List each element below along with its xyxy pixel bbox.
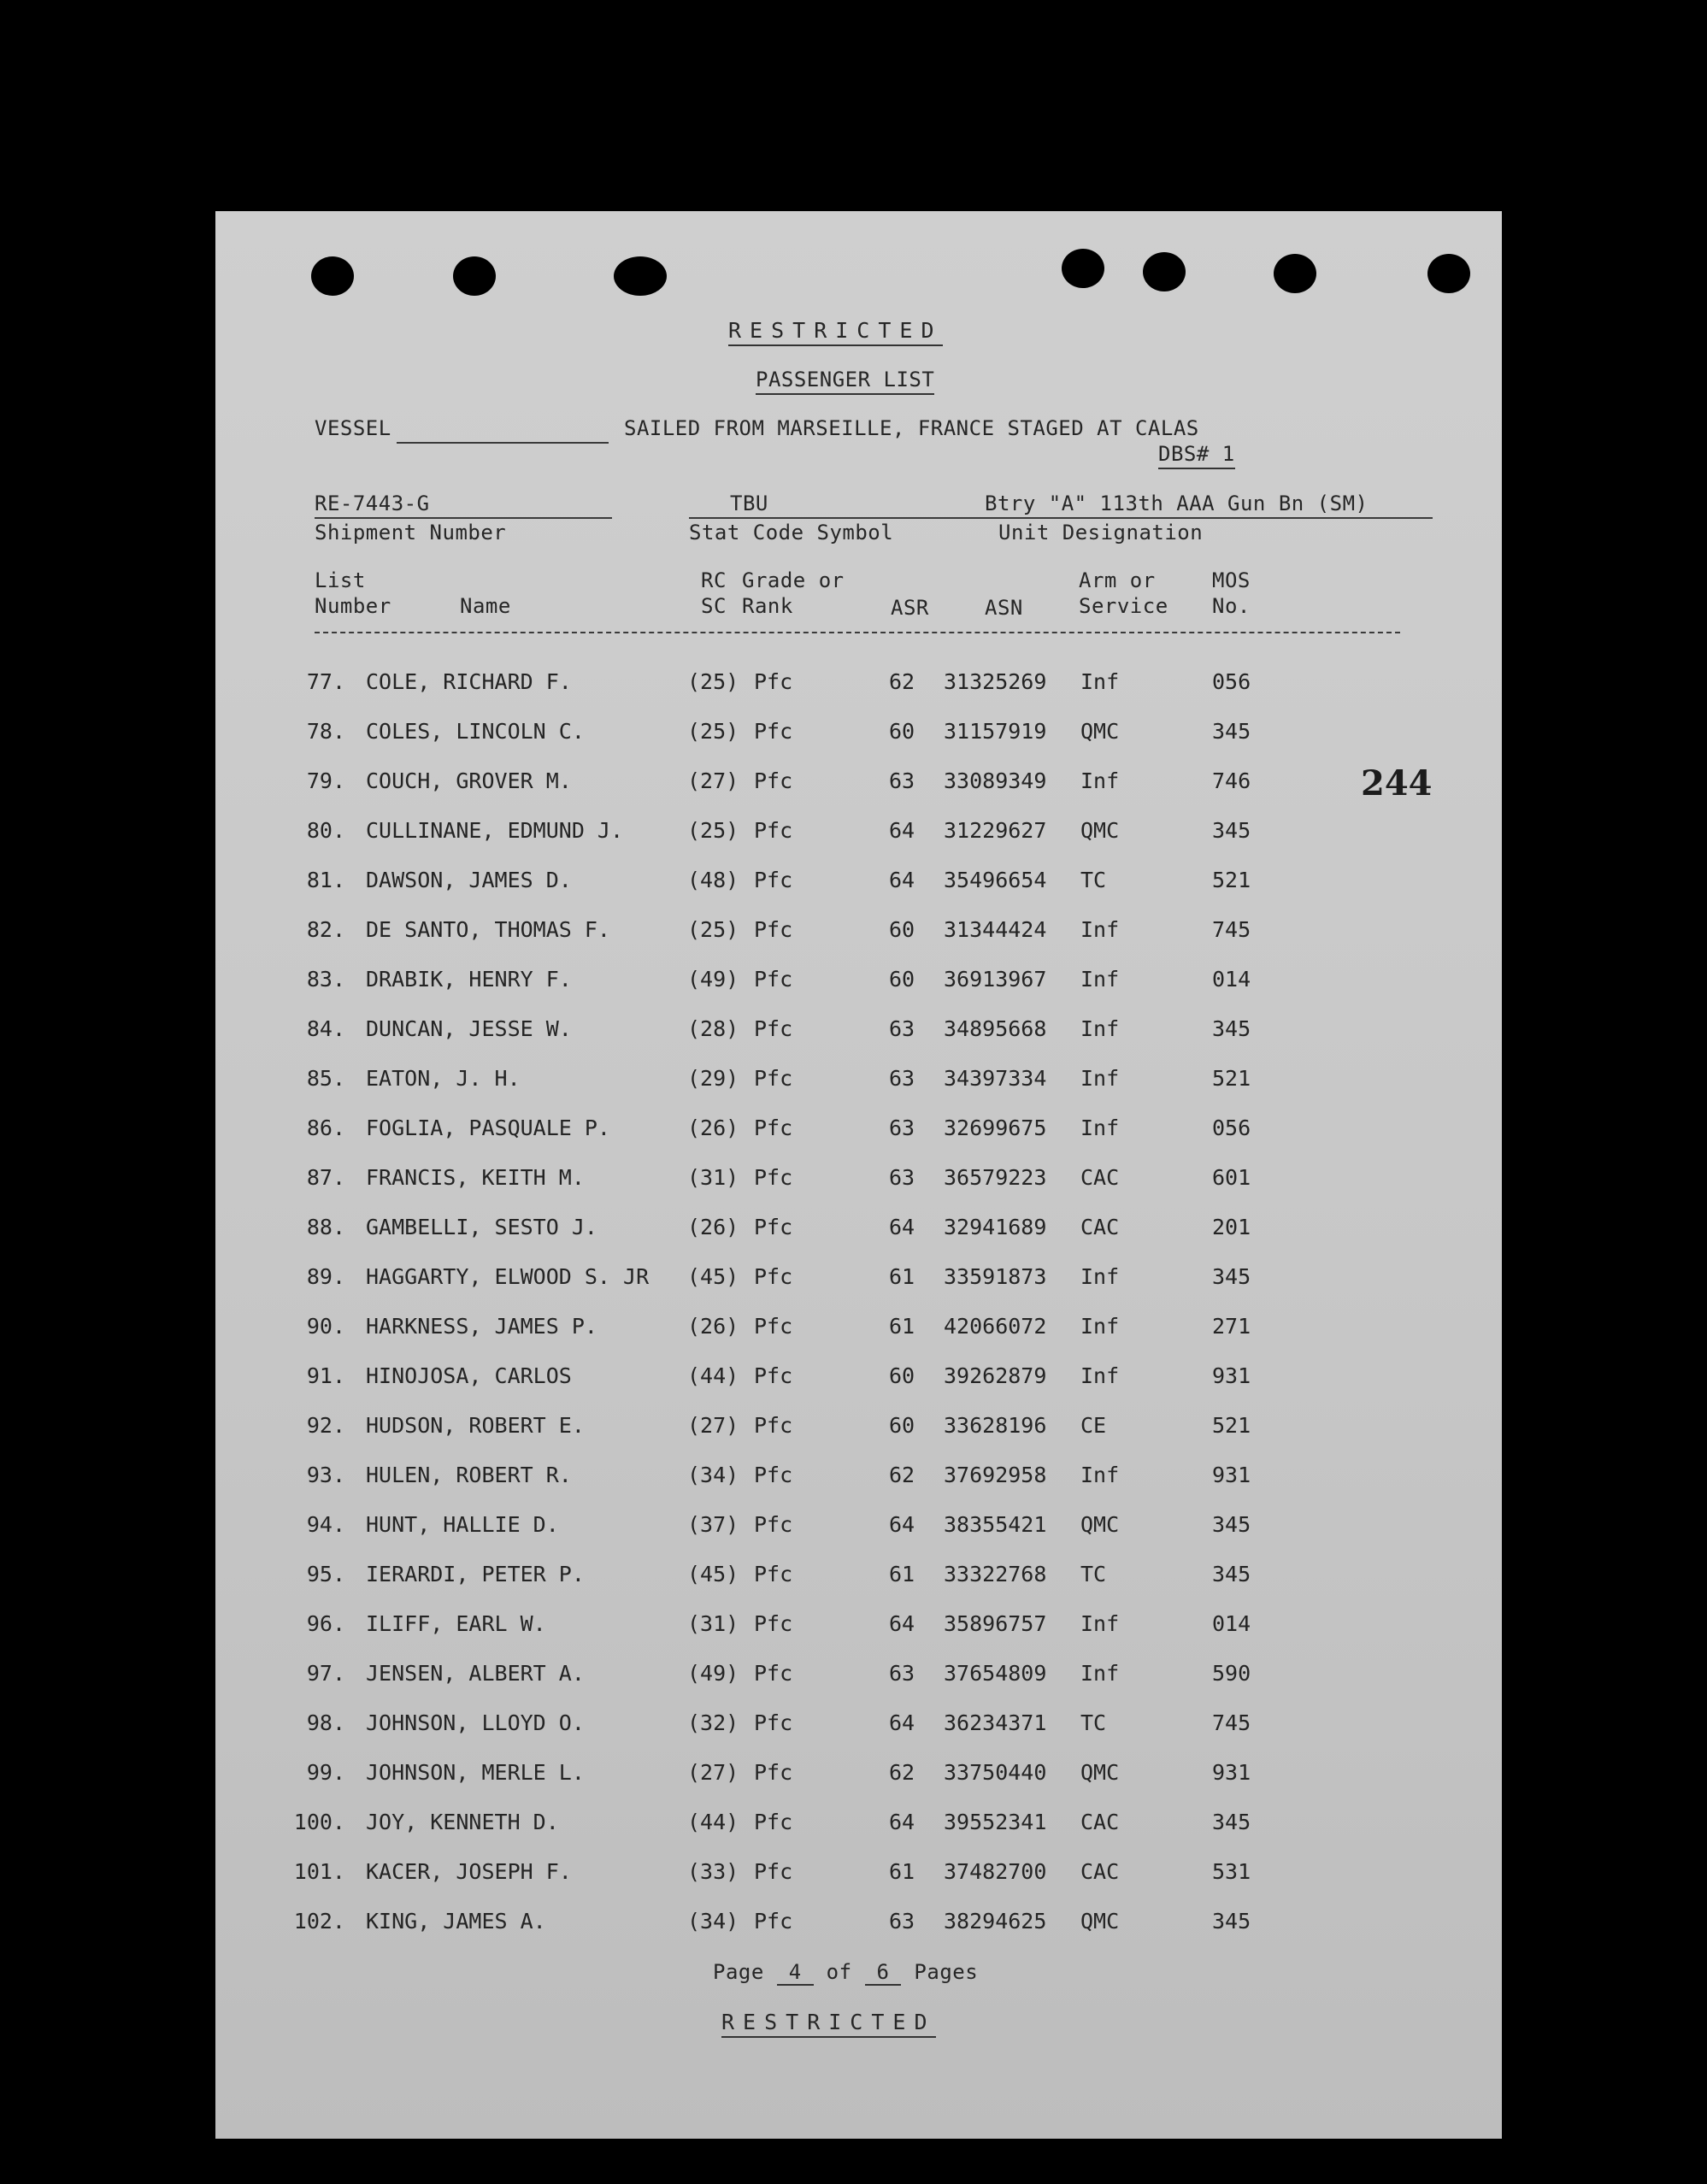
cell-rank: Pfc xyxy=(754,1314,793,1339)
cell-rc: (44) xyxy=(687,1363,739,1388)
punch-hole xyxy=(1062,249,1104,288)
col-list-number-1: List xyxy=(315,568,366,592)
cell-num: 95. xyxy=(306,1562,345,1586)
cell-mos: 345 xyxy=(1212,1512,1251,1537)
cell-rank: Pfc xyxy=(754,768,793,793)
cell-rc: (29) xyxy=(687,1066,739,1091)
cell-asn: 36234371 xyxy=(944,1710,1047,1735)
cell-arm: Inf xyxy=(1080,1116,1120,1140)
cell-asn: 36579223 xyxy=(944,1165,1047,1190)
cell-asr: 61 xyxy=(889,1264,915,1289)
col-rc-2: SC xyxy=(701,594,727,618)
cell-asr: 64 xyxy=(889,1215,915,1239)
cell-num: 87. xyxy=(306,1165,345,1190)
cell-mos: 745 xyxy=(1212,917,1251,942)
cell-name: HAGGARTY, ELWOOD S. JR xyxy=(366,1264,650,1289)
cell-mos: 521 xyxy=(1212,1066,1251,1091)
cell-mos: 014 xyxy=(1212,967,1251,992)
cell-rc: (32) xyxy=(687,1710,739,1735)
of-word: of xyxy=(826,1960,852,1984)
cell-rc: (34) xyxy=(687,1909,739,1934)
cell-asn: 31229627 xyxy=(944,818,1047,843)
col-mos-2: No. xyxy=(1212,594,1251,618)
cell-asn: 39262879 xyxy=(944,1363,1047,1388)
cell-asn: 31344424 xyxy=(944,917,1047,942)
cell-asn: 31325269 xyxy=(944,669,1047,694)
cell-arm: QMC xyxy=(1080,719,1120,744)
cell-arm: Inf xyxy=(1080,669,1120,694)
cell-asn: 37654809 xyxy=(944,1661,1047,1686)
cell-num: 79. xyxy=(306,768,345,793)
shipment-number-label: Shipment Number xyxy=(315,521,507,545)
cell-asn: 32699675 xyxy=(944,1116,1047,1140)
cell-mos: 201 xyxy=(1212,1215,1251,1239)
cell-rc: (26) xyxy=(687,1116,739,1140)
cell-arm: Inf xyxy=(1080,1661,1120,1686)
cell-num: 86. xyxy=(306,1116,345,1140)
cell-mos: 056 xyxy=(1212,669,1251,694)
cell-mos: 521 xyxy=(1212,868,1251,892)
cell-asr: 60 xyxy=(889,719,915,744)
cell-num: 85. xyxy=(306,1066,345,1091)
cell-name: GAMBELLI, SESTO J. xyxy=(366,1215,597,1239)
cell-asn: 33750440 xyxy=(944,1760,1047,1785)
cell-rc: (25) xyxy=(687,818,739,843)
cell-arm: QMC xyxy=(1080,1909,1120,1934)
cell-mos: 745 xyxy=(1212,1710,1251,1735)
cell-asr: 64 xyxy=(889,1512,915,1537)
cell-rc: (49) xyxy=(687,967,739,992)
cell-num: 88. xyxy=(306,1215,345,1239)
cell-rc: (33) xyxy=(687,1859,739,1884)
cell-rank: Pfc xyxy=(754,1264,793,1289)
cell-asn: 33591873 xyxy=(944,1264,1047,1289)
cell-rank: Pfc xyxy=(754,868,793,892)
cell-asr: 63 xyxy=(889,1909,915,1934)
cell-rc: (28) xyxy=(687,1016,739,1041)
cell-mos: 590 xyxy=(1212,1661,1251,1686)
cell-name: COUCH, GROVER M. xyxy=(366,768,572,793)
punch-hole xyxy=(1274,254,1316,293)
cell-num: 84. xyxy=(306,1016,345,1041)
cell-rank: Pfc xyxy=(754,719,793,744)
cell-rc: (25) xyxy=(687,917,739,942)
cell-name: JOHNSON, MERLE L. xyxy=(366,1760,585,1785)
punch-hole xyxy=(311,256,354,296)
cell-asn: 36913967 xyxy=(944,967,1047,992)
cell-num: 98. xyxy=(306,1710,345,1735)
page-indicator xyxy=(713,1960,978,1984)
cell-rank: Pfc xyxy=(754,1661,793,1686)
cell-arm: Inf xyxy=(1080,917,1120,942)
cell-name: DE SANTO, THOMAS F. xyxy=(366,917,610,942)
cell-rc: (25) xyxy=(687,669,739,694)
col-name: Name xyxy=(460,594,511,618)
cell-asr: 63 xyxy=(889,1165,915,1190)
cell-rc: (27) xyxy=(687,768,739,793)
cell-mos: 345 xyxy=(1212,1016,1251,1041)
header-rule-right xyxy=(689,517,1433,519)
passenger-list-title: PASSENGER LIST xyxy=(756,368,934,395)
cell-rank: Pfc xyxy=(754,818,793,843)
cell-num: 92. xyxy=(306,1413,345,1438)
cell-asr: 63 xyxy=(889,1661,915,1686)
page-current: 4 xyxy=(777,1960,814,1986)
cell-arm: Inf xyxy=(1080,1611,1120,1636)
cell-arm: Inf xyxy=(1080,1066,1120,1091)
cell-asr: 62 xyxy=(889,1463,915,1487)
cell-asr: 62 xyxy=(889,669,915,694)
cell-rc: (48) xyxy=(687,868,739,892)
cell-asr: 64 xyxy=(889,1710,915,1735)
cell-name: KACER, JOSEPH F. xyxy=(366,1859,572,1884)
cell-arm: CAC xyxy=(1080,1165,1120,1190)
cell-rc: (34) xyxy=(687,1463,739,1487)
cell-name: JENSEN, ALBERT A. xyxy=(366,1661,585,1686)
cell-mos: 056 xyxy=(1212,1116,1251,1140)
cell-asn: 35496654 xyxy=(944,868,1047,892)
cell-num: 99. xyxy=(306,1760,345,1785)
cell-num: 80. xyxy=(306,818,345,843)
cell-num: 100. xyxy=(293,1810,345,1834)
cell-arm: TC xyxy=(1080,868,1107,892)
cell-arm: CE xyxy=(1080,1413,1107,1438)
cell-asn: 31157919 xyxy=(944,719,1047,744)
cell-num: 91. xyxy=(306,1363,345,1388)
document-sheet xyxy=(215,211,1502,2139)
cell-asn: 42066072 xyxy=(944,1314,1047,1339)
cell-asn: 32941689 xyxy=(944,1215,1047,1239)
cell-rank: Pfc xyxy=(754,1859,793,1884)
cell-asr: 64 xyxy=(889,818,915,843)
cell-rank: Pfc xyxy=(754,1413,793,1438)
punch-hole xyxy=(1427,254,1470,293)
cell-asn: 34397334 xyxy=(944,1066,1047,1091)
vessel-blank-line xyxy=(397,442,609,444)
pages-word: Pages xyxy=(914,1960,979,1984)
page-total: 6 xyxy=(865,1960,902,1986)
cell-name: EATON, J. H. xyxy=(366,1066,521,1091)
cell-mos: 345 xyxy=(1212,1562,1251,1586)
cell-rank: Pfc xyxy=(754,1710,793,1735)
cell-asr: 60 xyxy=(889,967,915,992)
cell-rank: Pfc xyxy=(754,1463,793,1487)
cell-num: 96. xyxy=(306,1611,345,1636)
col-grade-2: Rank xyxy=(742,594,793,618)
cell-arm: Inf xyxy=(1080,967,1120,992)
cell-name: DUNCAN, JESSE W. xyxy=(366,1016,572,1041)
cell-num: 94. xyxy=(306,1512,345,1537)
cell-rank: Pfc xyxy=(754,1215,793,1239)
cell-rank: Pfc xyxy=(754,967,793,992)
cell-asr: 63 xyxy=(889,1066,915,1091)
cell-arm: Inf xyxy=(1080,768,1120,793)
cell-rc: (37) xyxy=(687,1512,739,1537)
cell-asn: 33089349 xyxy=(944,768,1047,793)
cell-name: ILIFF, EARL W. xyxy=(366,1611,546,1636)
cell-mos: 345 xyxy=(1212,818,1251,843)
cell-arm: Inf xyxy=(1080,1463,1120,1487)
col-grade-1: Grade or xyxy=(742,568,845,592)
cell-num: 77. xyxy=(306,669,345,694)
shipment-number: RE-7443-G xyxy=(315,492,430,515)
cell-asn: 37692958 xyxy=(944,1463,1047,1487)
cell-rank: Pfc xyxy=(754,1116,793,1140)
cell-rc: (26) xyxy=(687,1314,739,1339)
stat-code: TBU xyxy=(730,492,768,515)
cell-name: HUNT, HALLIE D. xyxy=(366,1512,559,1537)
cell-mos: 931 xyxy=(1212,1463,1251,1487)
cell-asr: 60 xyxy=(889,1363,915,1388)
cell-num: 78. xyxy=(306,719,345,744)
punch-hole xyxy=(614,256,667,296)
cell-asn: 38294625 xyxy=(944,1909,1047,1934)
col-rc-1: RC xyxy=(701,568,727,592)
punch-hole xyxy=(453,256,496,296)
col-asr: ASR xyxy=(891,596,929,620)
cell-asn: 38355421 xyxy=(944,1512,1047,1537)
cell-asr: 64 xyxy=(889,868,915,892)
cell-arm: TC xyxy=(1080,1562,1107,1586)
cell-asr: 61 xyxy=(889,1562,915,1586)
cell-rank: Pfc xyxy=(754,1562,793,1586)
cell-rank: Pfc xyxy=(754,1066,793,1091)
cell-rank: Pfc xyxy=(754,1810,793,1834)
cell-name: HINOJOSA, CARLOS xyxy=(366,1363,572,1388)
cell-num: 83. xyxy=(306,967,345,992)
cell-name: COLES, LINCOLN C. xyxy=(366,719,585,744)
col-asn: ASN xyxy=(985,596,1023,620)
cell-num: 82. xyxy=(306,917,345,942)
cell-rc: (27) xyxy=(687,1760,739,1785)
cell-mos: 931 xyxy=(1212,1760,1251,1785)
cell-rc: (45) xyxy=(687,1562,739,1586)
cell-rc: (31) xyxy=(687,1611,739,1636)
column-header-rule xyxy=(315,632,1400,633)
cell-rank: Pfc xyxy=(754,1909,793,1934)
cell-asn: 39552341 xyxy=(944,1810,1047,1834)
cell-rank: Pfc xyxy=(754,1016,793,1041)
cell-asr: 61 xyxy=(889,1859,915,1884)
cell-arm: CAC xyxy=(1080,1215,1120,1239)
cell-rc: (27) xyxy=(687,1413,739,1438)
cell-name: FRANCIS, KEITH M. xyxy=(366,1165,585,1190)
cell-num: 101. xyxy=(293,1859,345,1884)
cell-num: 97. xyxy=(306,1661,345,1686)
cell-mos: 345 xyxy=(1212,1909,1251,1934)
dbs-number: DBS# 1 xyxy=(1158,442,1235,469)
cell-mos: 345 xyxy=(1212,719,1251,744)
cell-rank: Pfc xyxy=(754,1512,793,1537)
cell-mos: 014 xyxy=(1212,1611,1251,1636)
cell-asr: 63 xyxy=(889,1016,915,1041)
cell-arm: Inf xyxy=(1080,1016,1120,1041)
cell-asr: 63 xyxy=(889,768,915,793)
cell-num: 102. xyxy=(293,1909,345,1934)
restricted-footer: RESTRICTED xyxy=(721,2010,936,2038)
cell-rc: (45) xyxy=(687,1264,739,1289)
cell-rc: (26) xyxy=(687,1215,739,1239)
cell-mos: 345 xyxy=(1212,1264,1251,1289)
cell-asr: 60 xyxy=(889,917,915,942)
restricted-heading: RESTRICTED xyxy=(728,318,943,346)
col-mos-1: MOS xyxy=(1212,568,1251,592)
cell-asn: 37482700 xyxy=(944,1859,1047,1884)
cell-name: DRABIK, HENRY F. xyxy=(366,967,572,992)
header-rule-left xyxy=(315,517,612,519)
cell-num: 89. xyxy=(306,1264,345,1289)
page-word: Page xyxy=(713,1960,764,1984)
unit-designation-label: Unit Designation xyxy=(998,521,1204,545)
cell-name: HARKNESS, JAMES P. xyxy=(366,1314,597,1339)
col-arm-2: Service xyxy=(1079,594,1168,618)
cell-asr: 61 xyxy=(889,1314,915,1339)
cell-mos: 345 xyxy=(1212,1810,1251,1834)
cell-rc: (31) xyxy=(687,1165,739,1190)
cell-rc: (44) xyxy=(687,1810,739,1834)
cell-name: CULLINANE, EDMUND J. xyxy=(366,818,624,843)
col-list-number-2: Number xyxy=(315,594,391,618)
punch-hole xyxy=(1143,252,1186,291)
cell-mos: 746 xyxy=(1212,768,1251,793)
cell-rc: (49) xyxy=(687,1661,739,1686)
unit-designation: Btry "A" 113th AAA Gun Bn (SM) xyxy=(985,492,1369,515)
cell-arm: Inf xyxy=(1080,1363,1120,1388)
cell-rank: Pfc xyxy=(754,669,793,694)
cell-num: 93. xyxy=(306,1463,345,1487)
cell-arm: TC xyxy=(1080,1710,1107,1735)
cell-arm: QMC xyxy=(1080,1760,1120,1785)
cell-asr: 63 xyxy=(889,1116,915,1140)
sailed-from-line: SAILED FROM MARSEILLE, FRANCE STAGED AT CALAS xyxy=(624,416,1199,440)
cell-mos: 931 xyxy=(1212,1363,1251,1388)
cell-name: JOY, KENNETH D. xyxy=(366,1810,559,1834)
cell-name: IERARDI, PETER P. xyxy=(366,1562,585,1586)
page-stamp: 244 xyxy=(1361,763,1433,804)
cell-arm: CAC xyxy=(1080,1859,1120,1884)
cell-arm: QMC xyxy=(1080,1512,1120,1537)
cell-arm: QMC xyxy=(1080,818,1120,843)
cell-rank: Pfc xyxy=(754,917,793,942)
cell-asn: 33322768 xyxy=(944,1562,1047,1586)
cell-num: 90. xyxy=(306,1314,345,1339)
cell-name: KING, JAMES A. xyxy=(366,1909,546,1934)
cell-rank: Pfc xyxy=(754,1165,793,1190)
cell-num: 81. xyxy=(306,868,345,892)
cell-asn: 35896757 xyxy=(944,1611,1047,1636)
cell-rc: (25) xyxy=(687,719,739,744)
stat-code-label: Stat Code Symbol xyxy=(689,521,894,545)
cell-mos: 271 xyxy=(1212,1314,1251,1339)
cell-mos: 601 xyxy=(1212,1165,1251,1190)
cell-asn: 34895668 xyxy=(944,1016,1047,1041)
cell-rank: Pfc xyxy=(754,1363,793,1388)
cell-rank: Pfc xyxy=(754,1611,793,1636)
cell-name: COLE, RICHARD F. xyxy=(366,669,572,694)
cell-asr: 60 xyxy=(889,1413,915,1438)
cell-name: JOHNSON, LLOYD O. xyxy=(366,1710,585,1735)
cell-arm: Inf xyxy=(1080,1314,1120,1339)
cell-mos: 521 xyxy=(1212,1413,1251,1438)
cell-mos: 531 xyxy=(1212,1859,1251,1884)
cell-asr: 64 xyxy=(889,1810,915,1834)
cell-name: DAWSON, JAMES D. xyxy=(366,868,572,892)
vessel-label: VESSEL xyxy=(315,416,391,440)
cell-rank: Pfc xyxy=(754,1760,793,1785)
col-arm-1: Arm or xyxy=(1079,568,1156,592)
cell-name: HUDSON, ROBERT E. xyxy=(366,1413,585,1438)
cell-asr: 62 xyxy=(889,1760,915,1785)
cell-asr: 64 xyxy=(889,1611,915,1636)
cell-name: HULEN, ROBERT R. xyxy=(366,1463,572,1487)
cell-arm: Inf xyxy=(1080,1264,1120,1289)
cell-name: FOGLIA, PASQUALE P. xyxy=(366,1116,610,1140)
cell-asn: 33628196 xyxy=(944,1413,1047,1438)
cell-arm: CAC xyxy=(1080,1810,1120,1834)
